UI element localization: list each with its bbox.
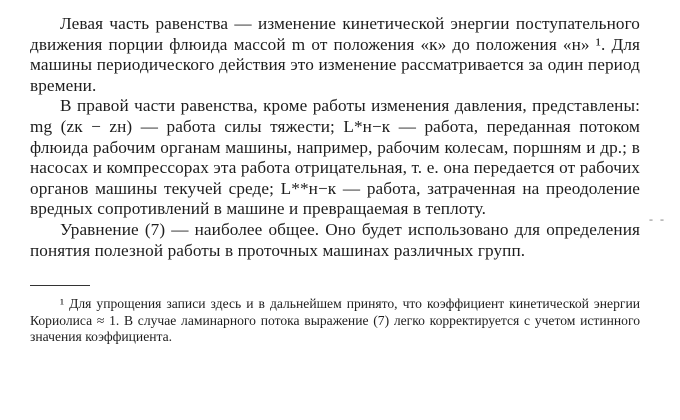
margin-mark: - - [649, 212, 666, 226]
footnote: ¹ Для упрощения записи здесь и в дальнейшем принято, что коэффициент кинетической энергии Кориолиса ≈ 1. В случае ламинарного потока выражение (7) легко корректируется с учетом истинного значения коэффициента. [30, 296, 640, 345]
paragraph-kinetic-energy: Левая часть равенства — изменение кинетической энергии поступательного движения порции флюида массой m от положения «к» до положения «н» ¹. Для машины периодического действия это изменение рассматривается за один период времени. [30, 14, 640, 95]
paragraph-right-side: В правой части равенства, кроме работы изменения давления, представлены: mg (zк − zн) — работа силы тяжести; L*н−к — работа, переданная потоком флюида рабочим органам машины, например, рабочим колесам, поршням и др.; в насосах и компрессорах эта работа отрицательная, т. е. она передается от рабочих органов машины текучей среде; L**н−к — работа, затраченная на преодоление вредных сопротивлений в машине и превращаемая в теплоту. [30, 96, 640, 219]
footnote-divider [30, 285, 90, 286]
paragraph-equation-general: Уравнение (7) — наиболее общее. Оно будет использовано для определения понятия полезной работы в проточных машинах различных групп. [30, 219, 640, 260]
